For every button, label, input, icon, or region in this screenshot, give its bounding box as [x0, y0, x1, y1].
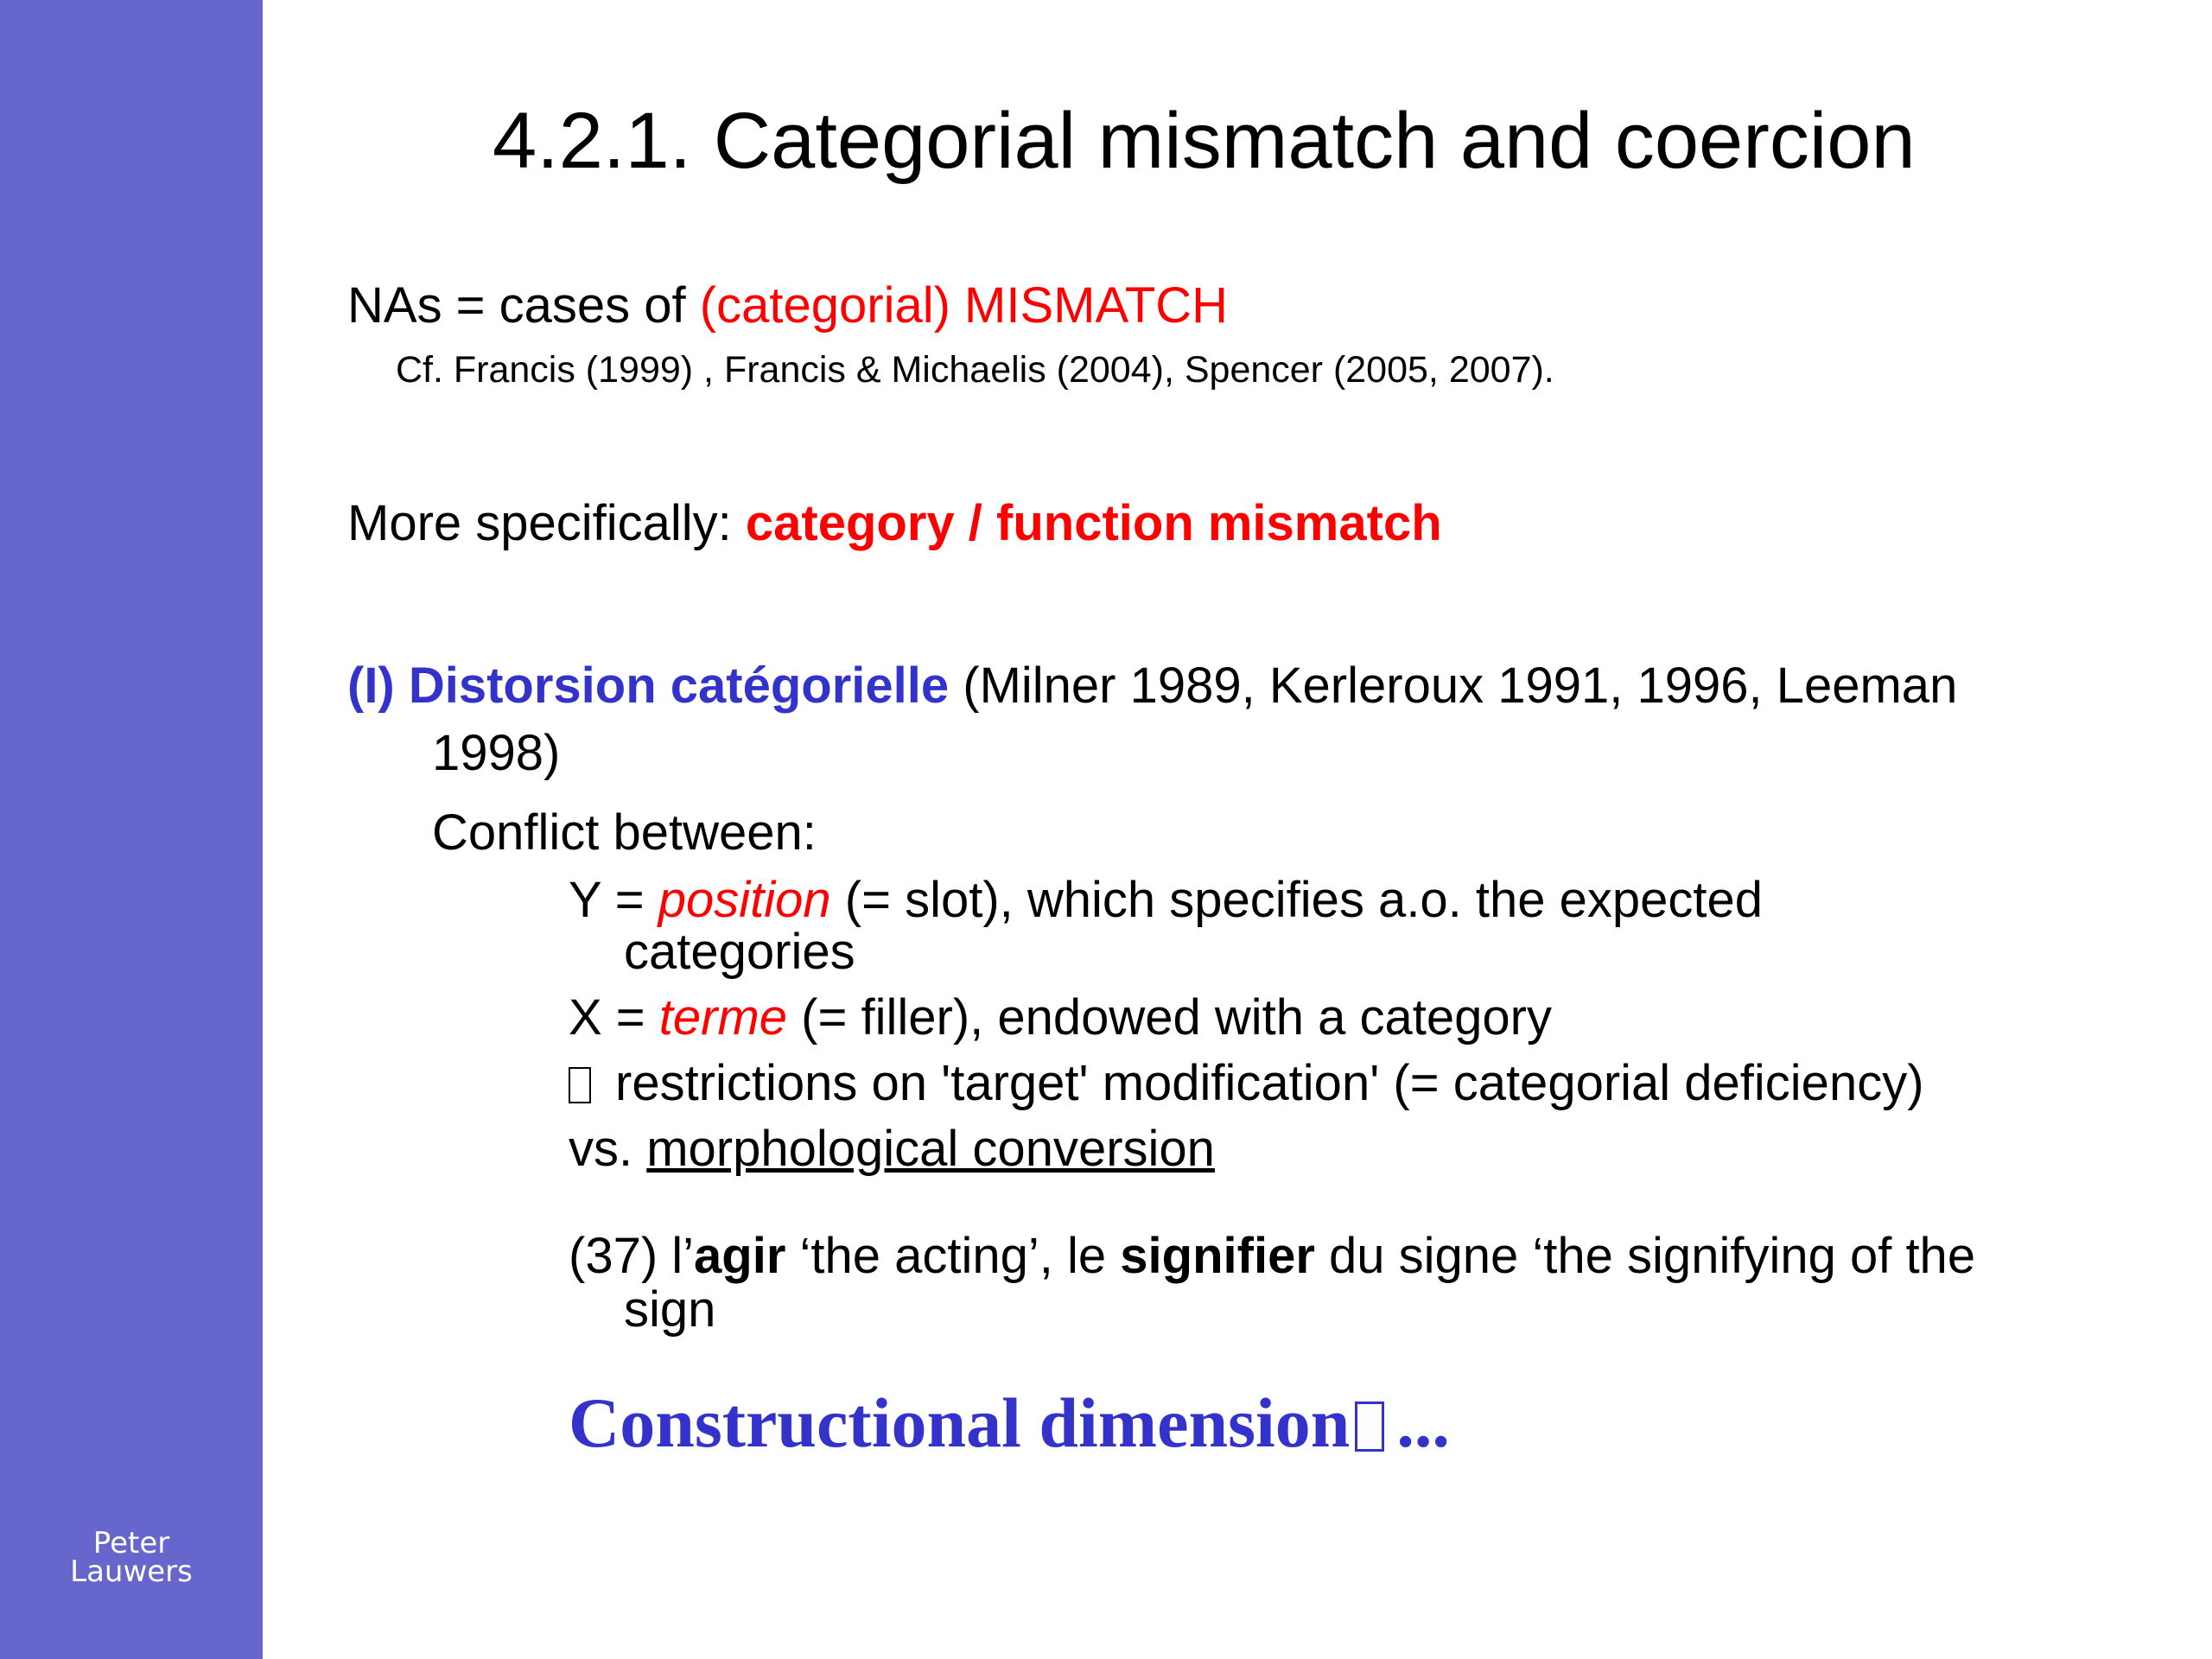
- nas-line: [347, 276, 1228, 334]
- mismatch-highlight: (categorial) MISMATCH: [699, 277, 1229, 334]
- distorsion-refs-cont: 1998): [432, 725, 561, 781]
- terme-term: terme: [658, 989, 788, 1046]
- constructional-ellipsis: ...: [1396, 1383, 1450, 1462]
- category-function-highlight: category / function mismatch: [745, 495, 1442, 551]
- y-position-line: [569, 871, 1763, 929]
- restriction-line: [569, 1054, 1924, 1112]
- example-part-3: du signe ‘the signifying of the: [1314, 1228, 1976, 1284]
- example-37-line: [569, 1227, 1975, 1285]
- y-position-line-cont: categories: [624, 924, 855, 980]
- example-37-line-cont: sign: [624, 1281, 716, 1338]
- vs-prefix: vs.: [569, 1121, 647, 1177]
- x-rest: (= filler), endowed with a category: [787, 989, 1552, 1046]
- constructional-label: Constructional dimension: [569, 1383, 1351, 1462]
- x-terme-line: [569, 988, 1552, 1046]
- slide-title: 4.2.1. Categorial mismatch and coercion: [493, 97, 1916, 185]
- constructional-dimension: [569, 1382, 1450, 1464]
- y-prefix: Y =: [569, 872, 658, 928]
- position-term: position: [658, 872, 831, 928]
- more-prefix: More specifically:: [347, 495, 746, 551]
- missing-glyph-icon: [1355, 1402, 1384, 1452]
- vs-line: [569, 1120, 1215, 1178]
- y-rest: (= slot), which specifies a.o. the expected: [830, 872, 1764, 928]
- example-part-1: (37) l’: [569, 1228, 695, 1284]
- missing-glyph-icon: [569, 1067, 591, 1103]
- example-part-2: ‘the acting’, le: [785, 1228, 1121, 1284]
- distorsion-label: (I) Distorsion catégorielle: [347, 658, 950, 714]
- nas-prefix: NAs = cases of: [347, 277, 700, 334]
- distorsion-line: [347, 657, 1957, 715]
- author-first-name: Peter: [92, 1526, 170, 1560]
- example-signifier: signifier: [1120, 1228, 1315, 1284]
- morphological-conversion-link: morphological conversion: [646, 1121, 1215, 1177]
- author-name: [0, 1526, 263, 1589]
- more-specifically-line: [347, 494, 1442, 552]
- sidebar: [0, 0, 263, 1659]
- citation-line: Cf. Francis (1999) , Francis & Michaelis (2004), Spencer (2005, 2007).: [396, 349, 1554, 391]
- example-agir: agir: [694, 1228, 786, 1284]
- x-prefix: X =: [569, 989, 659, 1046]
- author-last-name: Lauwers: [70, 1554, 193, 1589]
- conflict-heading: Conflict between:: [432, 804, 817, 861]
- restriction-text: restrictions on 'target' modification' (= categorial deficiency): [615, 1055, 1924, 1111]
- distorsion-refs: (Milner 1989, Kerleroux 1991, 1996, Leeman: [949, 658, 1958, 714]
